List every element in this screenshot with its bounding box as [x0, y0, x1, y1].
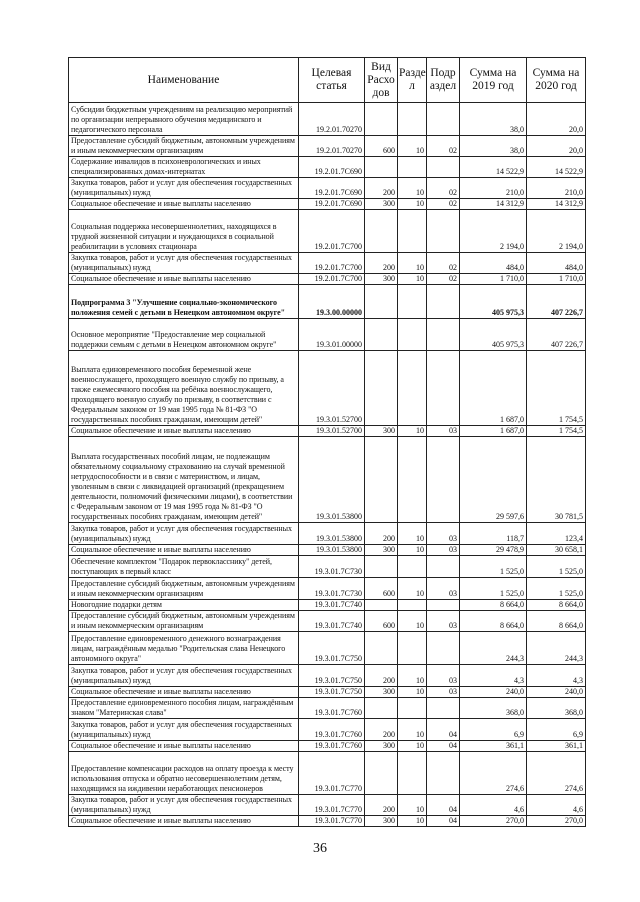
cell-section: 10: [398, 687, 427, 698]
cell-section: 10: [398, 611, 427, 632]
cell-expense-type: 300: [365, 545, 398, 556]
header-sum-2019: Сумма на 2019 год: [460, 58, 527, 103]
cell-section: [398, 157, 427, 178]
table-row: [69, 545, 586, 556]
cell-section: [398, 632, 427, 665]
table-row: [69, 210, 586, 253]
cell-section: [398, 351, 427, 426]
cell-subsection: [427, 319, 460, 351]
cell-name: Социальное обеспечение и иные выплаты населению: [69, 741, 299, 752]
header-row: [69, 58, 586, 103]
cell-name: Социальная поддержка несовершеннолетних, находящихся в трудной жизненной ситуации и нуждающихся в социальной реабилитации в условиях стационара: [69, 210, 299, 253]
cell-section: [398, 752, 427, 795]
cell-expense-type: 200: [365, 795, 398, 816]
table-row: [69, 795, 586, 816]
table-row: [69, 426, 586, 437]
cell-target-article: 19.2.01.7С690: [299, 157, 365, 178]
cell-target-article: 19.3.01.7С750: [299, 687, 365, 698]
cell-sum-2019: 274,6: [460, 752, 527, 795]
cell-target-article: 19.3.01.7С760: [299, 698, 365, 719]
table-row: [69, 253, 586, 274]
cell-target-article: 19.3.01.7С740: [299, 600, 365, 611]
cell-section: [398, 600, 427, 611]
cell-section: 10: [398, 199, 427, 210]
cell-section: 10: [398, 136, 427, 157]
cell-expense-type: 200: [365, 253, 398, 274]
cell-sum-2019: 38,0: [460, 103, 527, 136]
cell-section: [398, 437, 427, 523]
cell-target-article: 19.3.01.52700: [299, 426, 365, 437]
cell-section: 10: [398, 578, 427, 600]
cell-expense-type: [365, 103, 398, 136]
cell-expense-type: 300: [365, 199, 398, 210]
cell-sum-2019: 6,9: [460, 719, 527, 741]
cell-sum-2019: 1 525,0: [460, 556, 527, 578]
cell-subsection: 03: [427, 578, 460, 600]
cell-expense-type: 200: [365, 719, 398, 741]
table-row: [69, 351, 586, 426]
cell-expense-type: 600: [365, 136, 398, 157]
cell-section: [398, 103, 427, 136]
cell-name: Закупка товаров, работ и услуг для обеспечения государственных (муниципальных) нужд: [69, 253, 299, 274]
cell-sum-2019: 4,3: [460, 665, 527, 687]
cell-subsection: [427, 285, 460, 319]
cell-sum-2020: 270,0: [527, 816, 586, 827]
cell-sum-2019: 4,6: [460, 795, 527, 816]
cell-target-article: 19.3.01.52700: [299, 351, 365, 426]
cell-sum-2020: 6,9: [527, 719, 586, 741]
cell-target-article: 19.2.01.70270: [299, 103, 365, 136]
cell-name: Новогодние подарки детям: [69, 600, 299, 611]
cell-name: Закупка товаров, работ и услуг для обеспечения государственных (муниципальных) нужд: [69, 178, 299, 199]
cell-sum-2020: 361,1: [527, 741, 586, 752]
table-row: [69, 178, 586, 199]
cell-sum-2019: 405 975,3: [460, 319, 527, 351]
table-row: [69, 285, 586, 319]
cell-section: 10: [398, 545, 427, 556]
cell-subsection: [427, 556, 460, 578]
cell-sum-2020: 240,0: [527, 687, 586, 698]
cell-sum-2020: 20,0: [527, 103, 586, 136]
cell-target-article: 19.2.01.7С690: [299, 178, 365, 199]
table-row: [69, 665, 586, 687]
table-row: [69, 136, 586, 157]
cell-subsection: [427, 600, 460, 611]
cell-sum-2019: 270,0: [460, 816, 527, 827]
cell-subsection: 02: [427, 136, 460, 157]
cell-section: 10: [398, 523, 427, 545]
budget-table: [68, 57, 586, 827]
cell-sum-2019: 2 194,0: [460, 210, 527, 253]
cell-name: Субсидии бюджетным учреждениям на реализацию мероприятий по организации непрерывного обучения медицинского и педагогического персонала: [69, 103, 299, 136]
cell-name: Социальное обеспечение и иные выплаты населению: [69, 274, 299, 285]
cell-name: Предоставление субсидий бюджетным, автономным учреждениям и иным некоммерческим организациям: [69, 578, 299, 600]
cell-section: [398, 556, 427, 578]
cell-target-article: 19.3.01.53800: [299, 545, 365, 556]
cell-target-article: 19.3.01.7С770: [299, 752, 365, 795]
cell-expense-type: [365, 698, 398, 719]
cell-subsection: 03: [427, 523, 460, 545]
cell-expense-type: 300: [365, 816, 398, 827]
cell-target-article: 19.3.01.7С760: [299, 741, 365, 752]
cell-sum-2020: 8 664,0: [527, 611, 586, 632]
cell-target-article: 19.2.01.7С700: [299, 274, 365, 285]
cell-sum-2020: 244,3: [527, 632, 586, 665]
cell-sum-2019: 361,1: [460, 741, 527, 752]
cell-sum-2020: 30 781,5: [527, 437, 586, 523]
cell-sum-2020: 1 754,5: [527, 426, 586, 437]
cell-expense-type: [365, 285, 398, 319]
cell-sum-2020: 4,6: [527, 795, 586, 816]
cell-target-article: 19.2.01.70270: [299, 136, 365, 157]
cell-expense-type: [365, 752, 398, 795]
cell-expense-type: [365, 157, 398, 178]
cell-sum-2019: 1 710,0: [460, 274, 527, 285]
cell-target-article: 19.3.01.7С740: [299, 611, 365, 632]
cell-subsection: [427, 351, 460, 426]
header-expense-type: Вид Расхо дов: [365, 58, 398, 103]
cell-sum-2019: 210,0: [460, 178, 527, 199]
cell-name: Предоставление субсидий бюджетным, автономным учреждениям и иным некоммерческим организациям: [69, 611, 299, 632]
table-row: [69, 632, 586, 665]
cell-target-article: 19.3.01.7С730: [299, 556, 365, 578]
cell-section: 10: [398, 665, 427, 687]
cell-name: Социальное обеспечение и иные выплаты населению: [69, 687, 299, 698]
cell-name: Закупка товаров, работ и услуг для обеспечения государственных (муниципальных) нужд: [69, 523, 299, 545]
cell-name: Социальное обеспечение и иные выплаты населению: [69, 545, 299, 556]
cell-section: 10: [398, 178, 427, 199]
cell-subsection: 03: [427, 687, 460, 698]
cell-name: Закупка товаров, работ и услуг для обеспечения государственных (муниципальных) нужд: [69, 665, 299, 687]
cell-subsection: 03: [427, 665, 460, 687]
header-sum-2020: Сумма на 2020 год: [527, 58, 586, 103]
cell-sum-2019: 1 525,0: [460, 578, 527, 600]
cell-sum-2019: 14 312,9: [460, 199, 527, 210]
cell-name: Социальное обеспечение и иные выплаты населению: [69, 199, 299, 210]
cell-expense-type: [365, 556, 398, 578]
cell-name: Предоставление единовременного пособия лицам, награждённым знаком "Материнская слава": [69, 698, 299, 719]
cell-subsection: [427, 632, 460, 665]
cell-section: 10: [398, 274, 427, 285]
cell-sum-2019: 1 687,0: [460, 351, 527, 426]
cell-target-article: 19.2.01.7С690: [299, 199, 365, 210]
cell-subsection: 02: [427, 199, 460, 210]
cell-target-article: 19.3.01.7С750: [299, 665, 365, 687]
cell-expense-type: 300: [365, 274, 398, 285]
cell-subsection: [427, 437, 460, 523]
table-row: [69, 741, 586, 752]
cell-target-article: 19.2.01.7С700: [299, 210, 365, 253]
cell-sum-2020: 1 525,0: [527, 556, 586, 578]
cell-name: Предоставление компенсации расходов на оплату проезда к месту использования отпуска и обратно несовершеннолетним детям, находящимся на иждивении неработающих пенсионеров: [69, 752, 299, 795]
cell-subsection: 03: [427, 426, 460, 437]
cell-name: Закупка товаров, работ и услуг для обеспечения государственных (муниципальных) нужд: [69, 719, 299, 741]
cell-sum-2020: 407 226,7: [527, 285, 586, 319]
cell-sum-2019: 1 687,0: [460, 426, 527, 437]
cell-name: Обеспечение комплектом "Подарок первокласснику" детей, поступающих в первый класс: [69, 556, 299, 578]
cell-subsection: 04: [427, 795, 460, 816]
cell-subsection: 04: [427, 816, 460, 827]
cell-section: 10: [398, 816, 427, 827]
cell-expense-type: 600: [365, 611, 398, 632]
cell-section: 10: [398, 741, 427, 752]
cell-expense-type: 200: [365, 523, 398, 545]
cell-subsection: 02: [427, 178, 460, 199]
cell-sum-2020: 368,0: [527, 698, 586, 719]
cell-name: Основное мероприятие "Предоставление мер социальной поддержки семьям с детьми в Ненецком автономном округе": [69, 319, 299, 351]
cell-name: Выплата единовременного пособия беременной жене военнослужащего, проходящего военную службу по призыву, а также ежемесячного пособия на ребёнка военнослужащего, проходящего военную службу по призыву, в соответствии с Федеральным законом от 19 мая 1995 года № 81-ФЗ "О государственных пособиях гражданам, имеющим детей": [69, 351, 299, 426]
cell-sum-2020: 274,6: [527, 752, 586, 795]
cell-subsection: [427, 103, 460, 136]
header-subsection: Подр аздел: [427, 58, 460, 103]
cell-name: Закупка товаров, работ и услуг для обеспечения государственных (муниципальных) нужд: [69, 795, 299, 816]
cell-sum-2020: 1 710,0: [527, 274, 586, 285]
cell-section: [398, 698, 427, 719]
cell-sum-2020: 30 658,1: [527, 545, 586, 556]
table-row: [69, 578, 586, 600]
page-number: 36: [313, 841, 327, 856]
cell-target-article: 19.2.01.7С700: [299, 253, 365, 274]
cell-subsection: 04: [427, 719, 460, 741]
table-row: [69, 319, 586, 351]
cell-name: Предоставление единовременного денежного вознаграждения лицам, награждённым медалью "Родительская слава Ненецкого автономного округа": [69, 632, 299, 665]
cell-section: [398, 285, 427, 319]
cell-subsection: [427, 752, 460, 795]
cell-subsection: 04: [427, 741, 460, 752]
cell-expense-type: [365, 319, 398, 351]
table-row: [69, 103, 586, 136]
cell-target-article: 19.3.00.00000: [299, 285, 365, 319]
cell-sum-2020: 210,0: [527, 178, 586, 199]
cell-sum-2019: 244,3: [460, 632, 527, 665]
cell-target-article: 19.3.01.7С750: [299, 632, 365, 665]
cell-section: 10: [398, 719, 427, 741]
cell-target-article: 19.3.01.7С770: [299, 795, 365, 816]
cell-sum-2020: 484,0: [527, 253, 586, 274]
cell-name: Предоставление субсидий бюджетным, автономным учреждениям и иным некоммерческим организациям: [69, 136, 299, 157]
cell-name: Подпрограмма 3 "Улучшение социально-экономического положения семей с детьми в Ненецком автономном округе": [69, 285, 299, 319]
cell-sum-2020: 1 754,5: [527, 351, 586, 426]
cell-expense-type: 200: [365, 665, 398, 687]
cell-section: 10: [398, 426, 427, 437]
cell-sum-2019: 29 478,9: [460, 545, 527, 556]
cell-sum-2020: 20,0: [527, 136, 586, 157]
cell-name: Социальное обеспечение и иные выплаты населению: [69, 426, 299, 437]
cell-expense-type: 300: [365, 741, 398, 752]
table-row: [69, 719, 586, 741]
header-section: Разде л: [398, 58, 427, 103]
table-row: [69, 752, 586, 795]
cell-expense-type: [365, 210, 398, 253]
cell-sum-2020: 1 525,0: [527, 578, 586, 600]
cell-sum-2019: 405 975,3: [460, 285, 527, 319]
cell-section: [398, 319, 427, 351]
cell-name: Социальное обеспечение и иные выплаты населению: [69, 816, 299, 827]
cell-sum-2020: 2 194,0: [527, 210, 586, 253]
cell-sum-2019: 38,0: [460, 136, 527, 157]
cell-sum-2019: 240,0: [460, 687, 527, 698]
cell-target-article: 19.3.01.7С730: [299, 578, 365, 600]
table-body: [69, 103, 586, 827]
cell-sum-2020: 123,4: [527, 523, 586, 545]
table-row: [69, 816, 586, 827]
cell-subsection: [427, 698, 460, 719]
cell-sum-2019: 8 664,0: [460, 611, 527, 632]
header-target-article: Целевая статья: [299, 58, 365, 103]
cell-expense-type: [365, 351, 398, 426]
table-row: [69, 556, 586, 578]
table-row: [69, 611, 586, 632]
table-row: [69, 687, 586, 698]
cell-section: 10: [398, 253, 427, 274]
cell-subsection: [427, 157, 460, 178]
cell-expense-type: [365, 600, 398, 611]
cell-target-article: 19.3.01.53800: [299, 523, 365, 545]
table-row: [69, 698, 586, 719]
cell-name: Выплата государственных пособий лицам, не подлежащим обязательному социальному страхованию на случай временной нетрудоспособности и в связи с материнством, и лицам, уволенным в связи с ликвидацией организаций (прекращением деятельности, полномочий физическими лицами), в соответствии с Федеральным законом от 19 мая 1995 года № 81-ФЗ "О государственных пособиях гражданам, имеющим детей": [69, 437, 299, 523]
cell-sum-2020: 14 312,9: [527, 199, 586, 210]
cell-expense-type: 200: [365, 178, 398, 199]
table-header: [69, 58, 586, 103]
cell-subsection: 02: [427, 253, 460, 274]
cell-subsection: 03: [427, 611, 460, 632]
cell-expense-type: 600: [365, 578, 398, 600]
table-row: [69, 274, 586, 285]
cell-expense-type: 300: [365, 687, 398, 698]
cell-sum-2019: 484,0: [460, 253, 527, 274]
table-row: [69, 437, 586, 523]
cell-target-article: 19.3.01.00000: [299, 319, 365, 351]
table-row: [69, 157, 586, 178]
header-name: Наименование: [69, 58, 299, 103]
table-row: [69, 600, 586, 611]
cell-sum-2020: 14 522,9: [527, 157, 586, 178]
table-row: [69, 199, 586, 210]
cell-section: [398, 210, 427, 253]
cell-subsection: 03: [427, 545, 460, 556]
cell-sum-2019: 29 597,6: [460, 437, 527, 523]
cell-sum-2019: 118,7: [460, 523, 527, 545]
cell-target-article: 19.3.01.53800: [299, 437, 365, 523]
cell-sum-2020: 407 226,7: [527, 319, 586, 351]
table-row: [69, 523, 586, 545]
cell-sum-2019: 8 664,0: [460, 600, 527, 611]
cell-expense-type: [365, 437, 398, 523]
cell-target-article: 19.3.01.7С760: [299, 719, 365, 741]
cell-subsection: [427, 210, 460, 253]
cell-sum-2020: 4,3: [527, 665, 586, 687]
cell-target-article: 19.3.01.7С770: [299, 816, 365, 827]
cell-name: Содержание инвалидов в психоневрологических и иных специализированных домах-интернатах: [69, 157, 299, 178]
cell-expense-type: 300: [365, 426, 398, 437]
cell-section: 10: [398, 795, 427, 816]
cell-sum-2020: 8 664,0: [527, 600, 586, 611]
cell-sum-2019: 14 522,9: [460, 157, 527, 178]
cell-sum-2019: 368,0: [460, 698, 527, 719]
cell-expense-type: [365, 632, 398, 665]
cell-subsection: 02: [427, 274, 460, 285]
